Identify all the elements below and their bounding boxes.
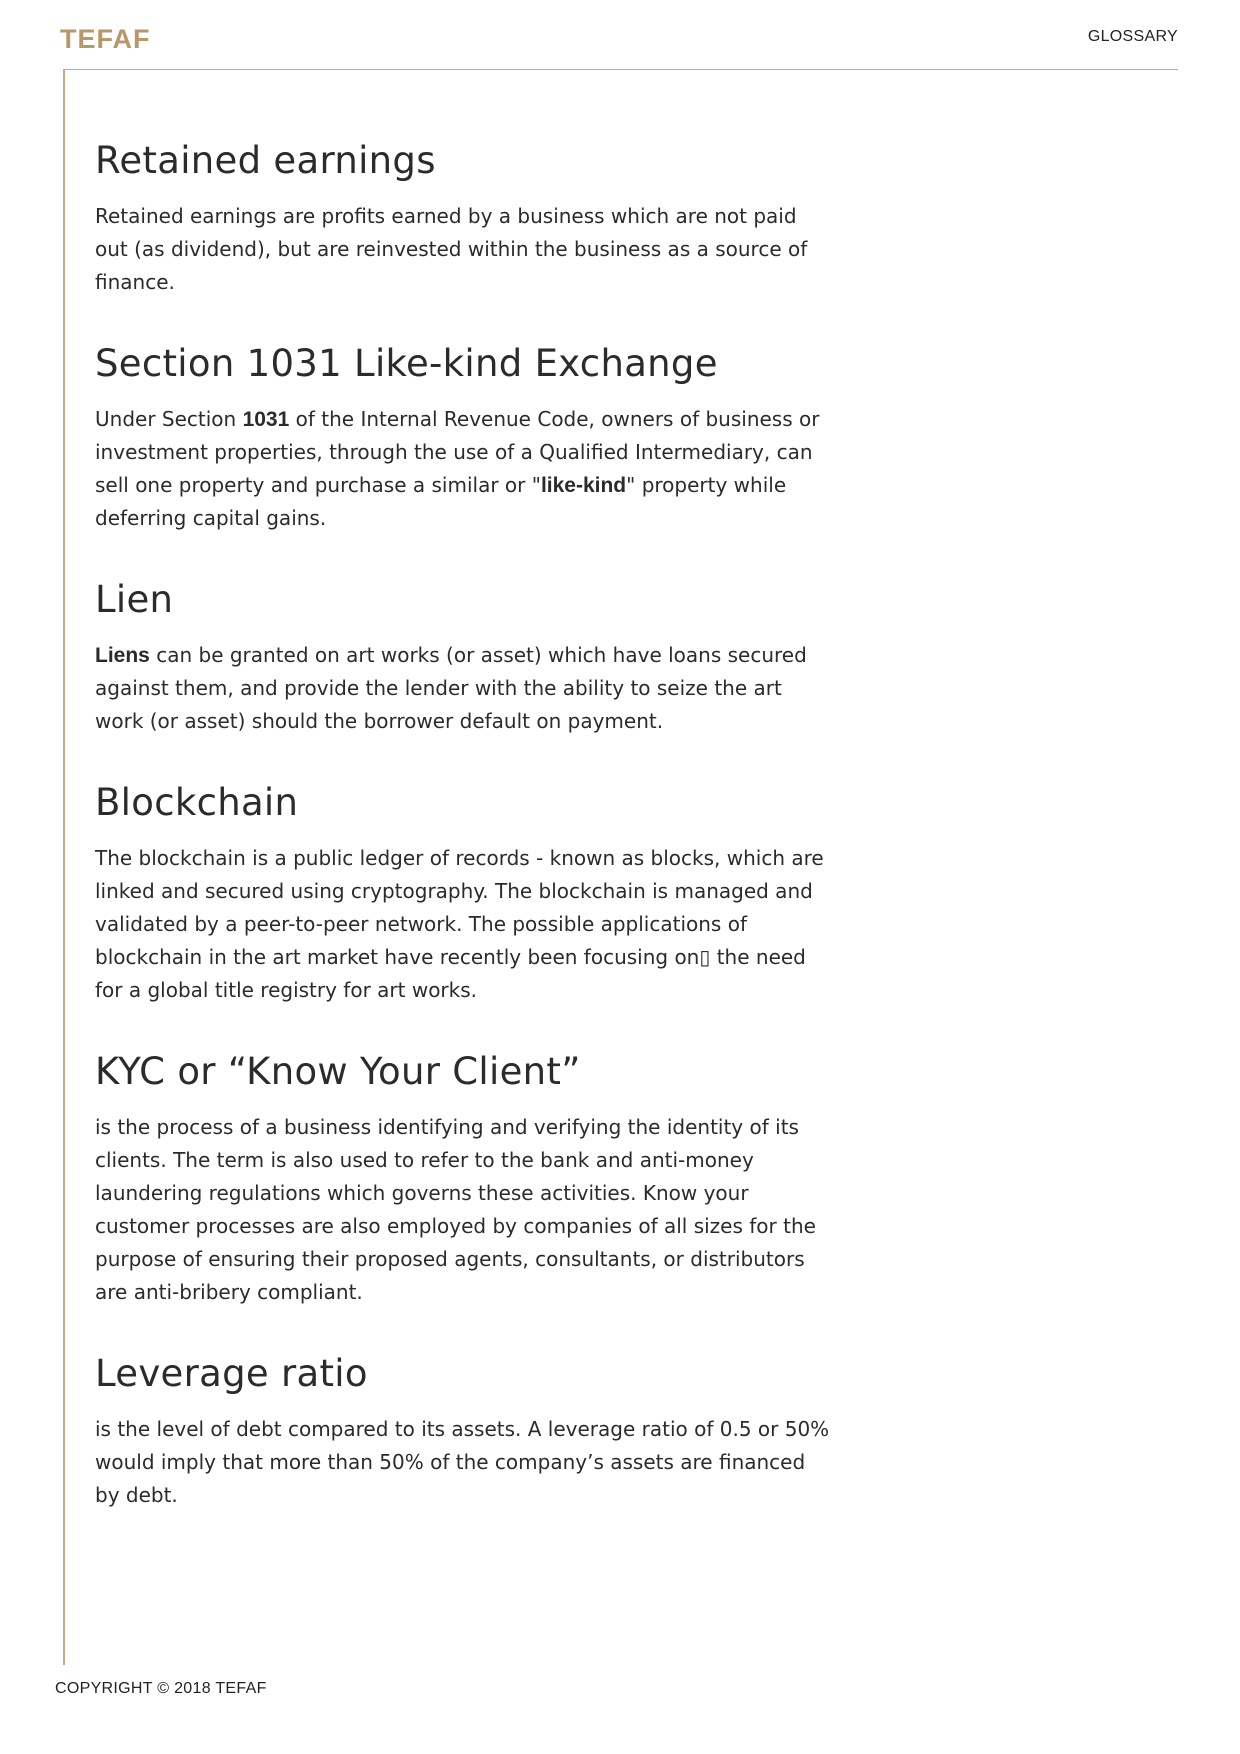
definition-text: can be granted on art works (or asset) which have loans secured against them, and provide the lender with the ability to seize the art work (or asset) should the borrower default on payment. [95,643,807,733]
copyright-footer: COPYRIGHT © 2018 TEFAF [55,1680,267,1697]
definition-emphasis: like-kind [540,474,627,497]
glossary-entry-retained-earnings [95,136,835,299]
definition-text: Under Section [95,407,243,431]
definition-text: is the level of debt compared to its assets. A leverage ratio of 0.5 or 50% would imply that more than 50% of the company’s assets are financed by debt. [95,1417,830,1507]
definition-emphasis: Liens [95,644,150,667]
glossary-content [95,136,835,1552]
term-definition [95,639,835,738]
definition-text: of the Internal Revenue Code, owners of business or investment properties, through the use of a Qualified Intermediary, can sell one property and purchase a similar or " [95,407,820,497]
section-label: GLOSSARY [1087,28,1178,45]
term-heading: Lien [95,578,174,621]
term-heading: Section 1031 Like-kind Exchange [95,342,718,385]
definition-text: The blockchain is a public ledger of records - known as blocks, which are linked and secured using cryptography. The blockchain is managed and validated by a peer-to-peer network. The possible applications of blockchain in the art market have recently been focusing on▯ the need for a global title registry for art works. [95,846,824,1002]
glossary-entry-blockchain [95,778,835,1007]
glossary-entry-section-1031 [95,339,835,535]
term-definition [95,200,835,299]
glossary-entry-leverage-ratio [95,1349,835,1512]
term-heading: Retained earnings [95,139,436,182]
term-heading: KYC or “Know Your Client” [95,1050,581,1093]
term-definition [95,1111,835,1309]
term-definition [95,1413,835,1512]
definition-text: is the process of a business identifying and verifying the identity of its clients. The term is also used to refer to the bank and anti-money laundering regulations which governs these activities. Know your customer processes are also employed by companies of all sizes for the purpose of ensuring their proposed agents, consultants, or distributors are anti-bribery compliant. [95,1115,816,1304]
definition-text: Retained earnings are profits earned by a business which are not paid out (as dividend), but are reinvested within the business as a source of finance. [95,204,808,294]
term-definition [95,403,835,535]
definition-text: " property while deferring capital gains. [95,473,787,530]
glossary-entry-kyc [95,1047,835,1309]
glossary-entry-lien [95,575,835,738]
term-heading: Blockchain [95,781,299,824]
tefaf-logo: TEFAF [60,24,151,54]
term-heading: Leverage ratio [95,1352,368,1395]
term-definition [95,842,835,1007]
definition-emphasis: 1031 [242,408,290,431]
left-margin-rule [63,69,65,1665]
header-divider [63,69,1178,70]
